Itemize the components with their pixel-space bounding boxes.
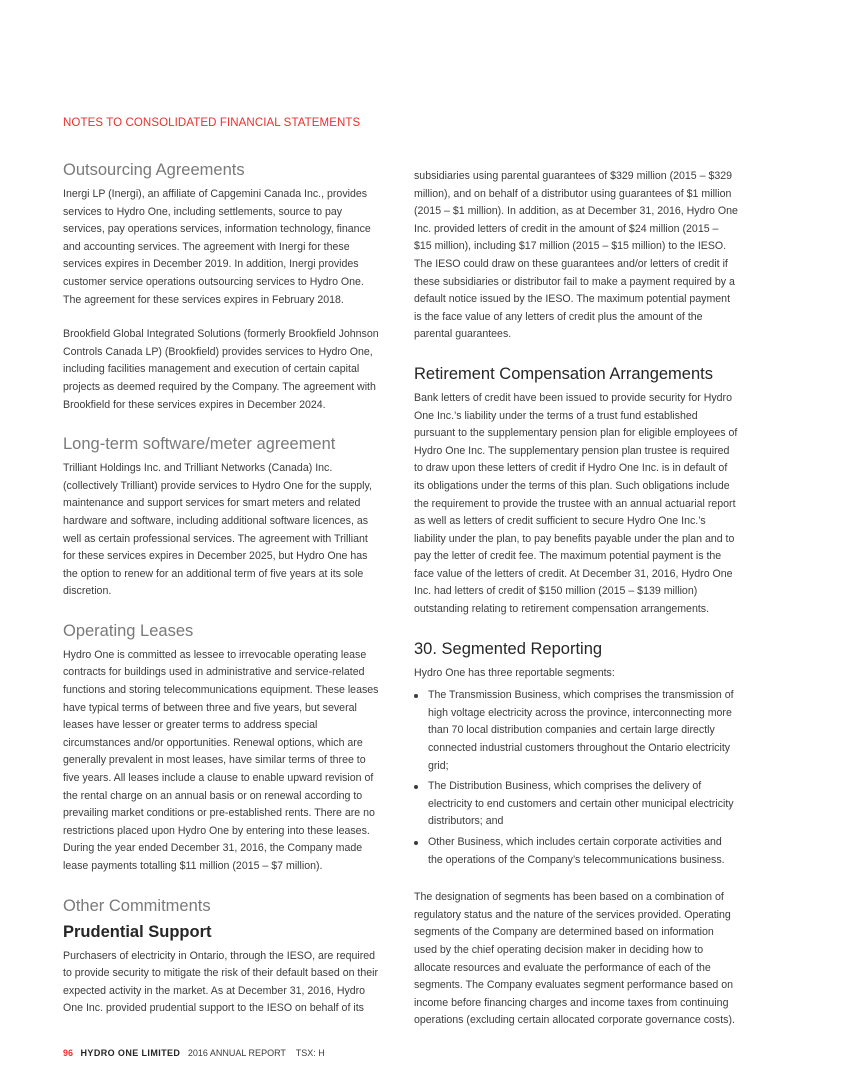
- list-item: [414, 834, 739, 869]
- outsourcing-heading: Outsourcing Agreements: [63, 161, 245, 179]
- list-item-text: Other Business, which includes certain corporate activities and the operations of the Company’s telecommunications business.: [428, 836, 725, 866]
- list-item: [414, 778, 739, 831]
- other-commitments-heading: Other Commitments: [63, 896, 211, 915]
- continued-paragraph: subsidiaries using parental guarantees of $329 million (2015 – $329 million), and on behalf of a distributor using guarantees of $1 million (2015 – $1 million). In addition, as at December 31, 2016, Hydro One Inc. provided letters of credit in the amount of $24 million (2015 – $15 million), including $17 million (2015 – $15 million) to the IESO. The IESO could draw on these guarantees and/or letters of credit if these subsidiaries or distributor fail to make a payment required by a default notice issued by the IESO. The maximum potential payment is the face value of any letters of credit plus the amount of the parental guarantees.: [414, 170, 738, 341]
- segmented-reporting-heading: 30. Segmented Reporting: [414, 639, 603, 658]
- bullet-icon: [414, 841, 418, 845]
- retirement-heading: Retirement Compensation Arrangements: [414, 364, 713, 383]
- page-number: 96: [63, 1048, 74, 1058]
- company-name: HYDRO ONE LIMITED: [80, 1048, 181, 1058]
- prudential-support-heading: Prudential Support: [63, 922, 212, 941]
- ticker: TSX: H: [295, 1048, 325, 1058]
- bullet-icon: [414, 694, 418, 698]
- list-item-text: The Distribution Business, which comprises the delivery of electricity to end customers and certain other municipal electricity distributors; and: [428, 780, 734, 828]
- bullet-icon: [414, 785, 418, 789]
- section-label: NOTES TO CONSOLIDATED FINANCIAL STATEMENTS: [63, 117, 361, 129]
- prudential-support-paragraph: Purchasers of electricity in Ontario, through the IESO, are required to provide security to mitigate the risk of their default based on their expected activity in the market. As at December 31, 2016, Hydro One Inc. provided prudential support to the IESO on behalf of its: [63, 949, 379, 1015]
- software-paragraph: Trilliant Holdings Inc. and Trilliant Networks (Canada) Inc. (collectively Trilliant) provide services to Hydro One for the supply, maintenance and support services for smart meters and related hardware and software, including additional software licences, as well as certain professional services. The agreement with Trilliant for these services expires in December 2025, but Hydro One has the option to renew for an additional term of five years at its sole discretion.: [63, 462, 372, 598]
- right-column: [414, 168, 739, 1030]
- leases-paragraph: Hydro One is committed as lessee to irrevocable operating lease contracts for buildings used in administrative and service-related functions and storing telecommunications equipment. These leases have typical terms of between three and five years, but several leases have lesser or greater terms to address special circumstances and/or opportunities. Renewal options, which are generally prevalent in most leases, have similar terms of three to five years. All leases include a clause to enable upward revision of the rental charge on an annual basis or on renewal according to prevailing market conditions or pre-established rents. There are no restrictions placed upon Hydro One by entering into these leases. During the year ended December 31, 2016, the Company made lease payments totalling $11 million (2015 – $7 million).: [63, 648, 379, 872]
- software-heading: Long-term software/meter agreement: [63, 435, 336, 454]
- leases-heading: Operating Leases: [63, 621, 194, 640]
- list-item: [414, 687, 739, 775]
- outsourcing-paragraph-2: Brookfield Global Integrated Solutions (formerly Brookfield Johnson Controls Canada LP) (Brookfield) provides services to Hydro One, including facilities management and execution of certain capital projects as deemed required by the Company. The agreement with Brookfield for these services expires in December 2024.: [63, 328, 379, 411]
- segment-list: [414, 687, 739, 869]
- outsourcing-paragraph-1: Inergi LP (Inergi), an affiliate of Capgemini Canada Inc., provides services to Hydro One, including settlements, source to pay services, pay operations services, information technology, finance and accounting services. The agreement with Inergi for these services expires in December 2019. In addition, Inergi provides customer service operations outsourcing services to Hydro One. The agreement for these services expires in February 2018.: [63, 188, 371, 306]
- report-name: 2016 ANNUAL REPORT: [187, 1048, 286, 1058]
- retirement-paragraph: Bank letters of credit have been issued to provide security for Hydro One Inc.’s liability under the terms of a trust fund established pursuant to the supplementary pension plan for eligible employees of Hydro One Inc. The supplementary pension plan trustee is required to draw upon these letters of credit if Hydro One Inc. is in default of its obligations under the terms of this plan. Such obligations include the requirement to provide the trustee with an annual actuarial report as well as letters of credit sufficient to secure Hydro One Inc.’s liability under the plan, to pay benefits payable under the plan and to pay the letter of credit fee. The maximum potential payment is the face value of the letters of credit. At December 31, 2016, Hydro One Inc. had letters of credit of $150 million (2015 – $139 million) outstanding relating to retirement compensation arrangements.: [414, 391, 738, 616]
- segmented-paragraph: The designation of segments has been based on a combination of regulatory status and the nature of the services provided. Operating segments of the Company are determined based on information used by the chief operating decision maker in deciding how to allocate resources and evaluate the performance of each of the segments. The Company evaluates segment performance based on income before financing charges and income taxes from continuing operations (excluding certain allocated corporate governance costs).: [414, 891, 735, 1027]
- segmented-intro: Hydro One has three reportable segments:: [414, 666, 615, 679]
- left-column: [63, 160, 383, 1018]
- list-item-text: The Transmission Business, which comprises the transmission of high voltage electricity across the province, interconnecting more than 70 local distribution companies and certain large directly connected industrial customers throughout the Ontario electricity grid;: [428, 689, 734, 772]
- page-footer: [63, 1048, 325, 1058]
